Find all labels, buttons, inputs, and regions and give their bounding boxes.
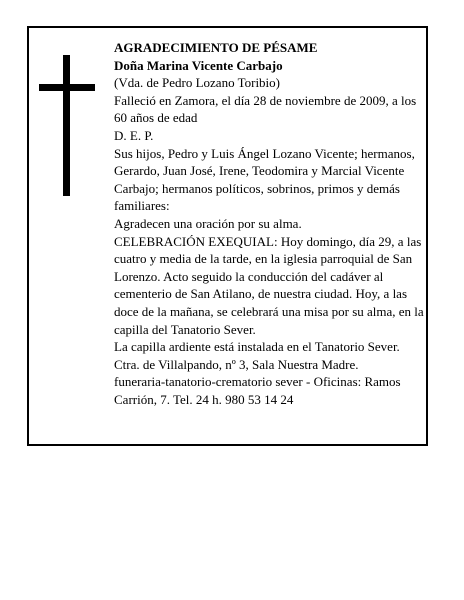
deceased-name: Doña Marina Vicente Carbajo: [114, 57, 283, 73]
obituary-text: [114, 39, 426, 408]
cross-vertical-bar: [63, 55, 70, 196]
notice-title: AGRADECIMIENTO DE PÉSAME: [114, 40, 318, 55]
thanks-line: Agradecen una oración por su alma.: [114, 215, 302, 231]
family-list: Sus hijos, Pedro y Luis Ángel Lozano Vicente; hermanos, Gerardo, Juan José, Irene, Teodomira y Marcial Vicente Carbajo; hermanos políticos, sobrinos, primos y demás familiares:: [114, 145, 415, 214]
chapel-info: La capilla ardiente está instalada en el Tanatorio Sever. Ctra. de Villalpando, nº 3, Sala Nuestra Madre.: [114, 339, 400, 372]
rip-line: D. E. P.: [114, 127, 154, 143]
ceremony-info: CELEBRACIÓN EXEQUIAL: Hoy domingo, día 29, a las cuatro y media de la tarde, en la iglesia parroquial de San Lorenzo. Acto seguido la conducción del cadáver al cementerio de San Atilano, de nuestra ciudad. Hoy, a las doce de la mañana, se celebrará una misa por su alma, en la capilla del Tanatorio Sever.: [114, 233, 424, 337]
cross-horizontal-bar: [39, 84, 95, 91]
death-info: Falleció en Zamora, el día 28 de noviembre de 2009, a los 60 años de edad: [114, 92, 417, 126]
funeral-home-info: funeraria-tanatorio-crematorio sever - Oficinas: Ramos Carrión, 7. Tel. 24 h. 980 53 14 24: [114, 374, 401, 407]
widow-of-line: (Vda. de Pedro Lozano Toribio): [114, 75, 280, 91]
